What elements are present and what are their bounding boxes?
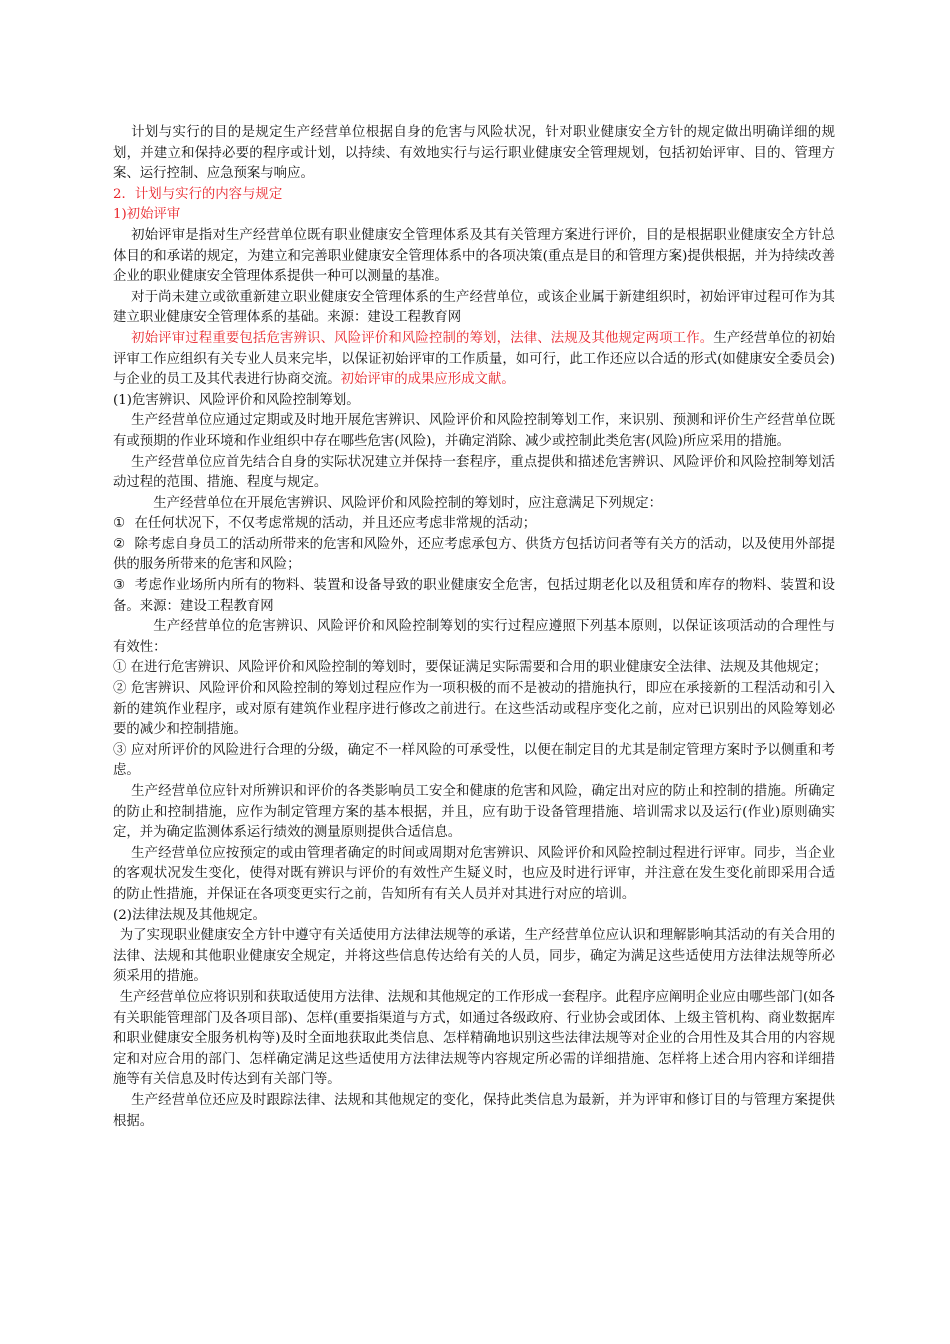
paragraph-initial-review-content bbox=[113, 329, 835, 391]
list-item-text: 考虑作业场所内所有的物料、装置和设备导致的职业健康安全危害，包括过期老化以及租赁和库存的物料、装置和设备。来源：建设工程教育网 bbox=[113, 578, 835, 614]
list-item-text: 在任何状况下，不仅考虑常规的活动，并且还应考虑非常规的活动； bbox=[134, 516, 537, 532]
paragraph-purpose: 计划与实行的目的是规定生产经营单位根据自身的危害与风险状况，针对职业健康安全方针的规定做出明确详细的规划，并建立和保持必要的程序或计划，以持续、有效地实行与运行职业健康安全管理规划，包括初始评审、目的、管理方案、运行控制、应急预案与响应。 bbox=[113, 125, 835, 182]
list-marker: ② bbox=[113, 536, 126, 552]
paragraph-laws-tracking: 生产经营单位还应及时跟踪法律、法规和其他规定的变化，保持此类信息为最新，并为评审和修订目的与管理方案提供根据。 bbox=[113, 1092, 835, 1129]
list-item-3 bbox=[113, 576, 835, 617]
principle-item-2: ② 危害辨识、风险评价和风险控制的筹划过程应作为一项积极的而不是被动的措施执行，即应在承接新的工程活动和引入新的建筑作业程序，或对原有建筑作业程序进行修改之前进行。在这些活动或程序变化之前，应对已识别出的风险筹划必要的减少和控制措施。 bbox=[113, 681, 835, 738]
paragraph-laws-procedure: 生产经营单位应将识别和获取适使用方法律、法规和其他规定的工作形成一套程序。此程序应阐明企业应由哪些部门(如各有关职能管理部门及各项目部)、怎样(重要指渠道与方式，如通过各级政府、行业协会或团体、上级主管机构、商业数据库和职业健康安全服务机构等)及时全面地获取此类信息、怎样精确地识别这些法律法规等对企业的合用性及其合用的内容规定和对应合用的部门、怎样确定满足这些适使用方法律法规等内容规定所必需的详细措施、怎样将上述合用内容和详细措施等有关信息及时传达到有关部门等。 bbox=[113, 989, 835, 1088]
list-item-2 bbox=[113, 535, 835, 576]
highlight-initial-review-work: 初始评审过程重要包括危害辨识、风险评价和风险控制的筹划，法律、法规及其他规定两项工作。 bbox=[131, 330, 714, 346]
list-item-text: 除考虑自身员工的活动所带来的危害和风险外，还应考虑承包方、供货方包括访问者等有关方的活动，以及使用外部提供的服务所带来的危害和风险； bbox=[113, 536, 835, 573]
initial-review-organization-text: 生产经营单位的初始评审工作应组织有关专业人员来完毕，以保证初始评审的工作质量，如可行，此工作还应以合适的形式(如健康安全委员会)与企业的员工及其代表进行协商交流。 bbox=[113, 330, 836, 388]
heading-laws-regulations: (2)法律法规及其他规定。 bbox=[113, 907, 266, 923]
list-marker: ③ bbox=[113, 578, 126, 594]
paragraph-periodic-review: 生产经营单位应按预定的或由管理者确定的时间或周期对危害辨识、风险评价和风险控制过程进行评审。同步，当企业的客观状况发生变化，使得对既有辨识与评价的有效性产生疑义时，也应及时进行评审，并注意在发生变化前即采用合适的防止性措施，并保证在各项变更实行之前，告知所有有关人员并对其进行对应的培训。 bbox=[113, 845, 835, 902]
paragraph-laws-commitment: 为了实现职业健康安全方针中遵守有关适使用方法律法规等的承诺，生产经营单位应认识和理解影响其活动的有关合用的法律、法规和其他职业健康安全规定，并将这些信息传达给有关的人员，同步，确定为满足这些适使用方法律法规等所必须采用的措施。 bbox=[113, 928, 835, 985]
principle-item-1: ① 在进行危害辨识、风险评价和风险控制的筹划时，要保证满足实际需要和合用的职业健康安全法律、法规及其他规定； bbox=[113, 660, 827, 676]
paragraph-principles-intro: 生产经营单位的危害辨识、风险评价和风险控制筹划的实行过程应遵照下列基本原则，以保证该项活动的合理性与有效性： bbox=[113, 619, 835, 655]
paragraph-initial-review-basis: 对于尚未建立或欲重新建立职业健康安全管理体系的生产经营单位，或该企业属于新建组织时，初始评审过程可作为其建立职业健康安全管理体系的基础。来源：建设工程教育网 bbox=[113, 289, 835, 326]
paragraph-hazard-procedure: 生产经营单位应首先结合自身的实际状况建立并保持一套程序，重点提供和描述危害辨识、风险评价和风险控制筹划活动过程的范围、措施、程度与规定。 bbox=[113, 454, 835, 491]
heading-hazard-identification: (1)危害辨识、风险评价和风险控制筹划。 bbox=[113, 392, 360, 408]
paragraph-hazard-requirements-intro: 生产经营单位在开展危害辨识、风险评价和风险控制的筹划时，应注意满足下列规定： bbox=[153, 495, 663, 511]
document-body bbox=[113, 123, 835, 1132]
paragraph-hazard-work: 生产经营单位应通过定期或及时地开展危害辨识、风险评价和风险控制筹划工作，来识别、预测和评价生产经营单位既有或预期的作业环境和作业组织中存在哪些危害(风险)，并确定消除、减少或控制此类危害(风险)所应采用的措施。 bbox=[113, 413, 835, 449]
paragraph-initial-review-definition: 初始评审是指对生产经营单位既有职业健康安全管理体系及其有关管理方案进行评价，目的是根据职业健康安全方针总体目的和承诺的规定，为建立和完善职业健康安全管理体系中的各项决策(重点是目的和管理方案)提供根据，并为持续改善企业的职业健康安全管理体系提供一种可以测量的基准。 bbox=[113, 227, 835, 285]
highlight-initial-review-result: 初始评审的成果应形成文献。 bbox=[340, 372, 515, 388]
principle-item-3: ③ 应对所评价的风险进行合理的分级，确定不一样风险的可承受性，以便在制定目的尤其是制定管理方案时予以侧重和考虑。 bbox=[113, 742, 835, 779]
subsection-heading-initial-review: 1)初始评审 bbox=[113, 207, 181, 223]
list-item-1 bbox=[113, 514, 835, 535]
section-heading-2: 2．计划与实行的内容与规定 bbox=[113, 186, 283, 202]
paragraph-control-measures: 生产经营单位应针对所辨识和评价的各类影响员工安全和健康的危害和风险，确定出对应的防止和控制的措施。所确定的防止和控制措施，应作为制定管理方案的基本根据，并且，应有助于设备管理措施、培训需求以及运行(作业)原则确实定，并为确定监测体系运行绩效的测量原则提供合适信息。 bbox=[113, 784, 835, 841]
list-marker: ① bbox=[113, 516, 126, 532]
